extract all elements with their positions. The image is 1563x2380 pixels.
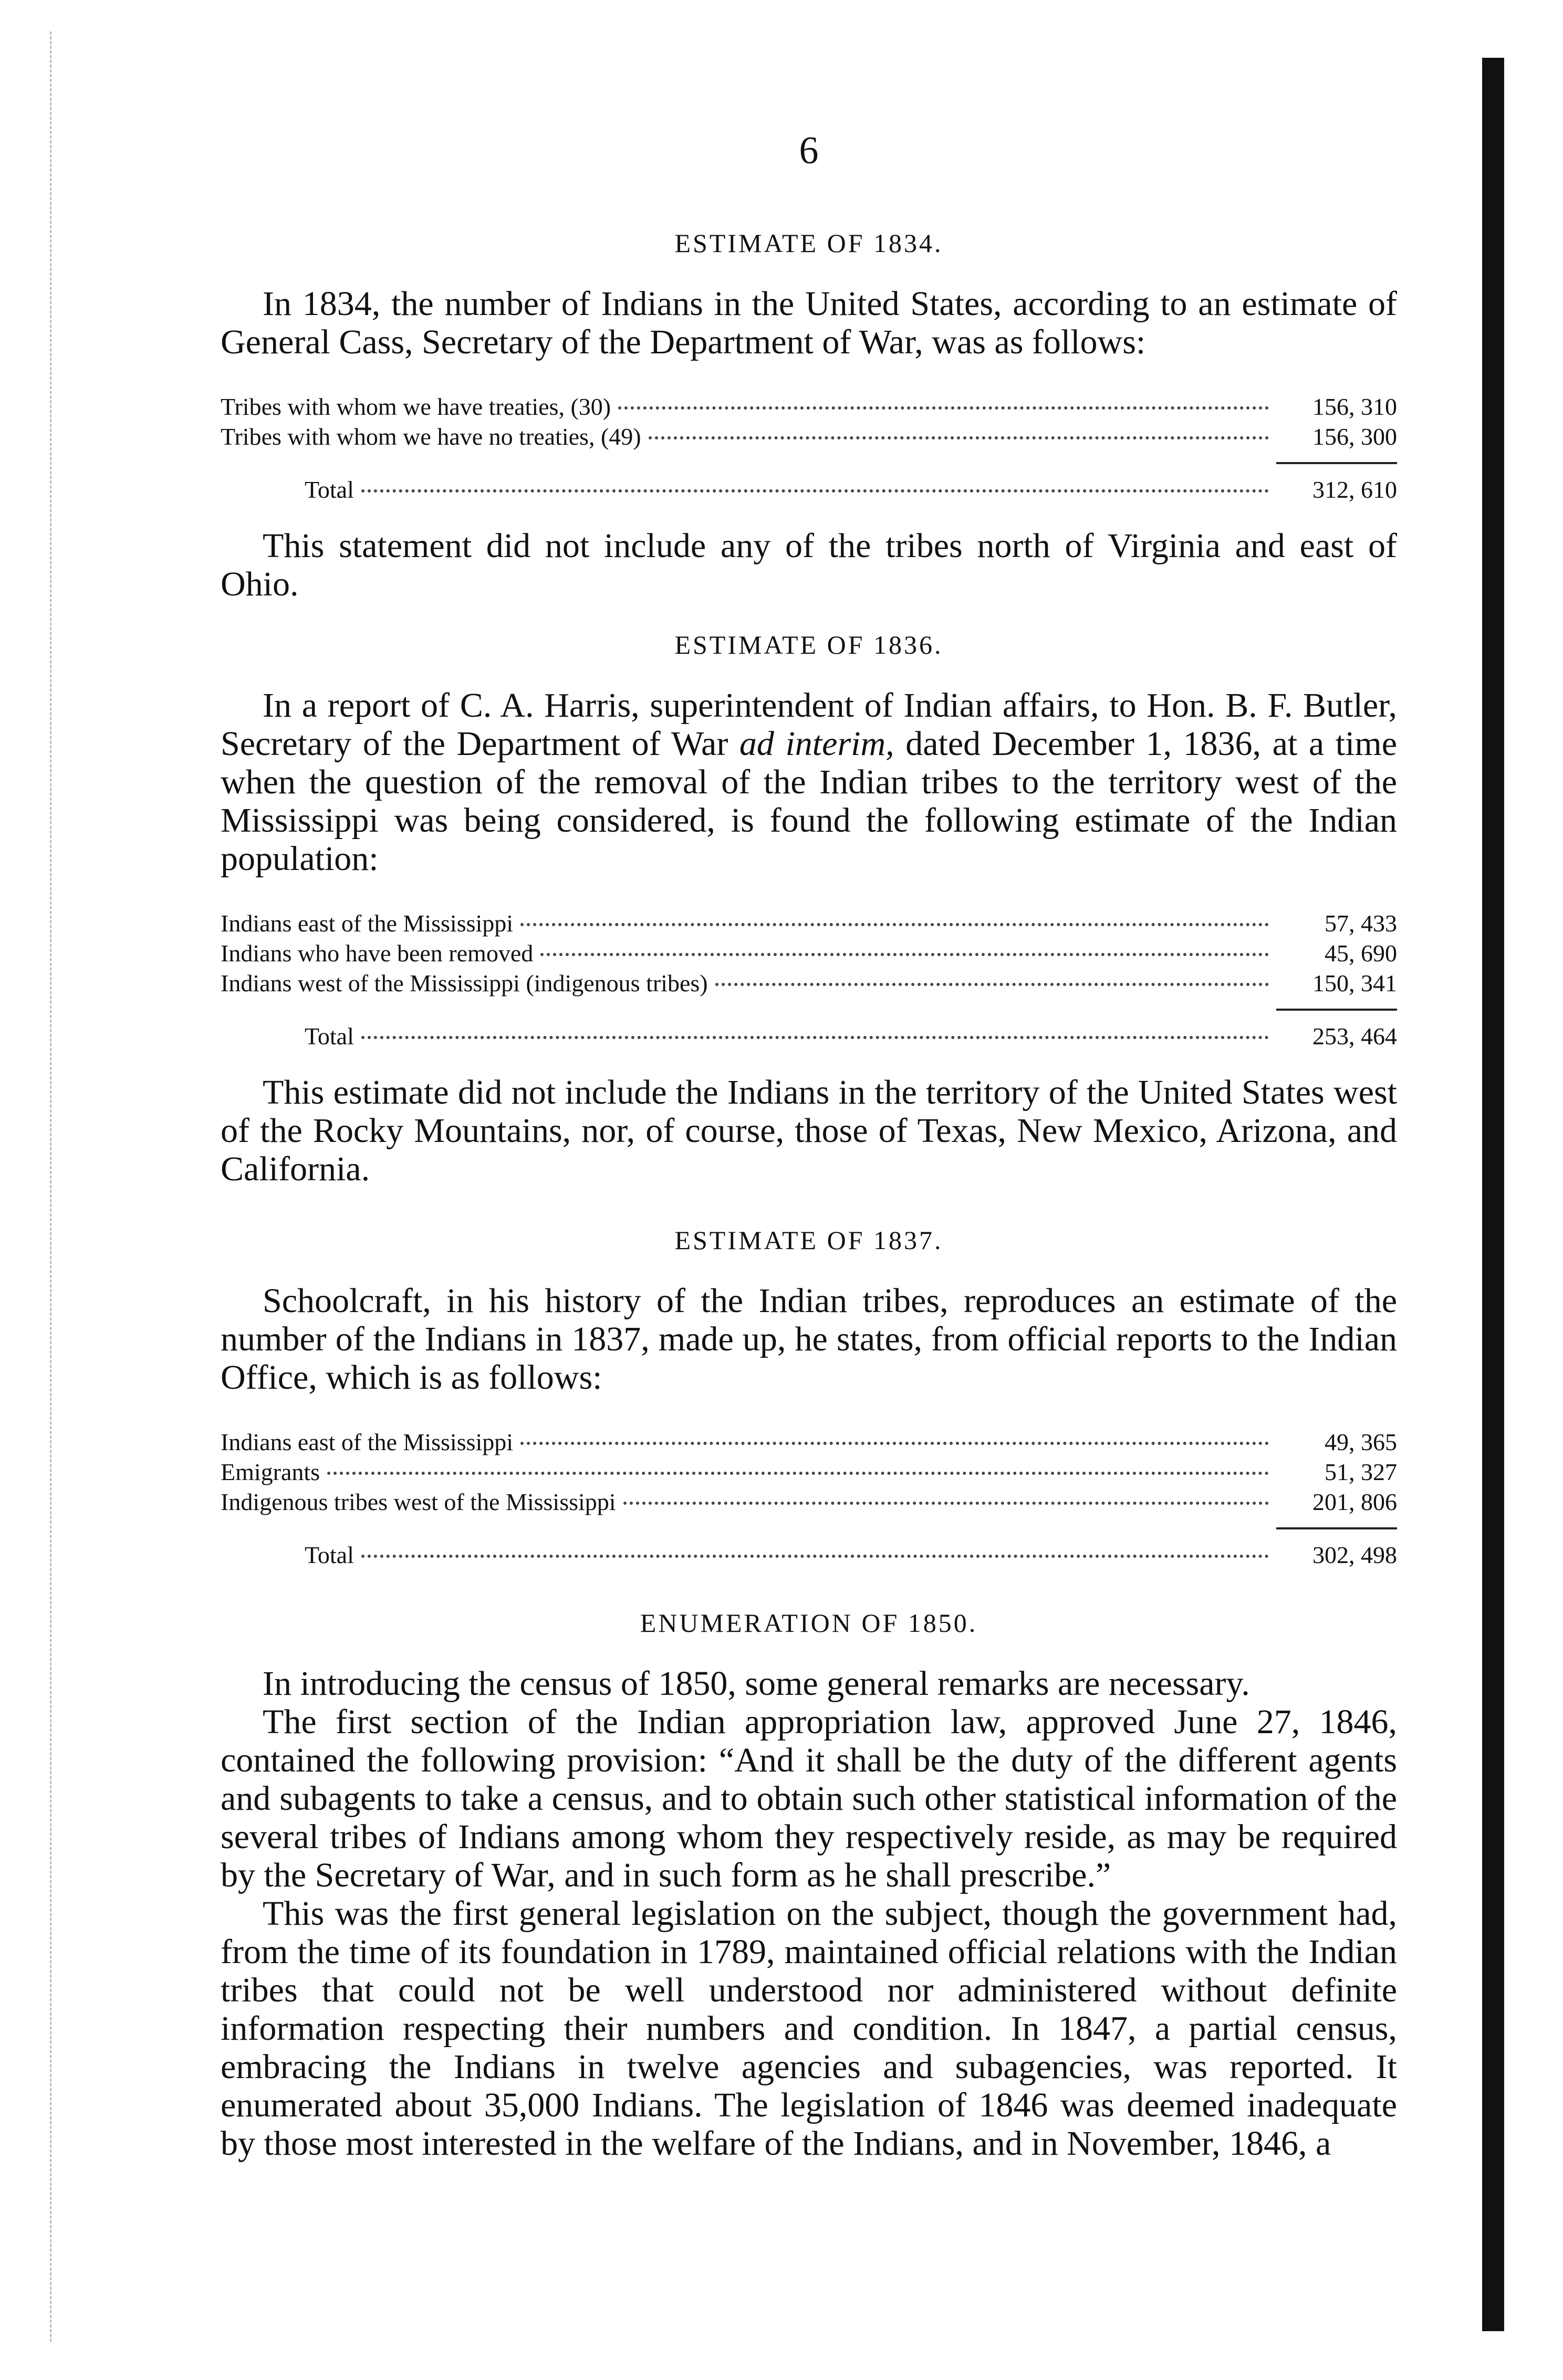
row-label: Tribes with whom we have no treaties, (49)	[221, 423, 641, 450]
total-row	[221, 1022, 1397, 1052]
dot-leader	[361, 489, 1269, 492]
dot-leader	[361, 1036, 1269, 1039]
table-row	[221, 1458, 1397, 1488]
row-value: 150, 341	[1312, 970, 1397, 997]
row-label: Indians east of the Mississippi	[221, 1429, 514, 1455]
dot-leader	[649, 436, 1269, 439]
estimate-table	[221, 909, 1397, 1052]
dot-leader	[540, 953, 1269, 956]
row-label: Indians who have been removed	[221, 940, 534, 967]
italic-term: ad interim,	[739, 725, 894, 763]
section-enumeration-1850	[221, 1608, 1397, 2163]
section-heading: ENUMERATION OF 1850.	[640, 1608, 978, 1638]
total-value: 312, 610	[1312, 476, 1397, 503]
row-label: Tribes with whom we have treaties, (30)	[221, 393, 611, 420]
scan-edge-bar	[1482, 58, 1504, 2331]
estimate-table	[221, 1428, 1397, 1571]
total-rule	[221, 1009, 1397, 1011]
total-label: Total	[305, 1023, 354, 1050]
table-row	[221, 939, 1397, 969]
row-label: Indians west of the Mississippi (indigenous tribes)	[221, 970, 708, 997]
dot-leader	[520, 1442, 1269, 1445]
table-row	[221, 1488, 1397, 1518]
total-rule	[221, 1527, 1397, 1529]
table-row	[221, 1428, 1397, 1458]
paragraph: In introducing the census of 1850, some general remarks are necessary.	[263, 1664, 1250, 1703]
dot-leader	[715, 983, 1269, 986]
paragraph: Schoolcraft, in his history of the Indian tribes, reproduces an estimate of the number of the Indians in 1837, made up, he states, from official reports to the Indian Office, which is as follows:	[221, 1282, 1397, 1397]
row-label: Indians east of the Mississippi	[221, 910, 514, 937]
paragraph-text: dated December 1, 1836, at a time when the question of the removal of the Indian tribes to the territory west of the Mississippi was being considered, is found the following estimate of the Indian population:	[221, 725, 1398, 878]
table-row	[221, 969, 1397, 999]
total-label: Total	[305, 1542, 354, 1568]
section-heading: ESTIMATE OF 1837.	[674, 1225, 943, 1255]
row-value: 57, 433	[1325, 910, 1397, 937]
total-value: 253, 464	[1312, 1023, 1397, 1050]
section-heading: ESTIMATE OF 1836.	[674, 630, 943, 659]
total-rule	[221, 462, 1397, 464]
section-estimate-1836	[221, 630, 1397, 1188]
dot-leader	[520, 923, 1269, 926]
table-row	[221, 909, 1397, 939]
dot-leader	[361, 1555, 1269, 1558]
dot-leader	[327, 1472, 1269, 1475]
paragraph: This was the first general legislation on the subject, though the government had, from the time of its foundation in 1789, maintained official relations with the Indian tribes that could not be well understood nor administered without definite information respecting their numbers and condition. In 1847, a partial census, embracing the Indians in twelve agencies and subagencies, was reported. It enumerated about 35,000 Indians. The legislation of 1846 was deemed inadequate by those most interested in the welfare of the Indians, and in November, 1846, a	[221, 1894, 1397, 2163]
paragraph-text: In a report of C. A. Harris, superintendent of Indian affairs, to Hon. B. F. Butler, Secretary of the Department of War	[221, 686, 1397, 763]
dot-leader	[618, 406, 1269, 410]
total-value: 302, 498	[1312, 1542, 1397, 1568]
total-row	[221, 1541, 1397, 1571]
total-row	[221, 476, 1397, 506]
row-value: 49, 365	[1325, 1429, 1397, 1455]
paragraph: This statement did not include any of the tribes north of Virginia and east of Ohio.	[221, 527, 1397, 603]
paragraph: This estimate did not include the Indians in the territory of the United States west of the Rocky Mountains, nor, of course, those of Texas, New Mexico, Arizona, and California.	[221, 1073, 1397, 1188]
dot-leader	[623, 1502, 1269, 1505]
binding-margin-marks	[50, 32, 67, 2342]
row-value: 45, 690	[1325, 940, 1397, 967]
section-estimate-1837	[221, 1225, 1397, 1571]
document-page	[221, 131, 1397, 2163]
page-number: 6	[799, 129, 819, 172]
row-value: 156, 310	[1312, 393, 1397, 420]
table-row	[221, 393, 1397, 423]
paragraph	[221, 686, 1397, 878]
row-value: 156, 300	[1312, 423, 1397, 450]
section-estimate-1834	[221, 228, 1397, 603]
paragraph: The first section of the Indian appropriation law, approved June 27, 1846, contained the following provision: “And it shall be the duty of the different agents and subagents to take a census, and to obtain such other statistical information of the several tribes of Indians among whom they respectively reside, as may be required by the Secretary of War, and in such form as he shall prescribe.”	[221, 1703, 1397, 1894]
row-label: Emigrants	[221, 1459, 320, 1485]
table-row	[221, 423, 1397, 453]
row-value: 201, 806	[1312, 1488, 1397, 1515]
estimate-table	[221, 393, 1397, 506]
total-label: Total	[305, 476, 354, 503]
section-heading: ESTIMATE OF 1834.	[674, 228, 943, 258]
row-label: Indigenous tribes west of the Mississippi	[221, 1488, 616, 1515]
paragraph: In 1834, the number of Indians in the United States, according to an estimate of General Cass, Secretary of the Department of War, was as follows:	[221, 285, 1397, 361]
row-value: 51, 327	[1325, 1459, 1397, 1485]
